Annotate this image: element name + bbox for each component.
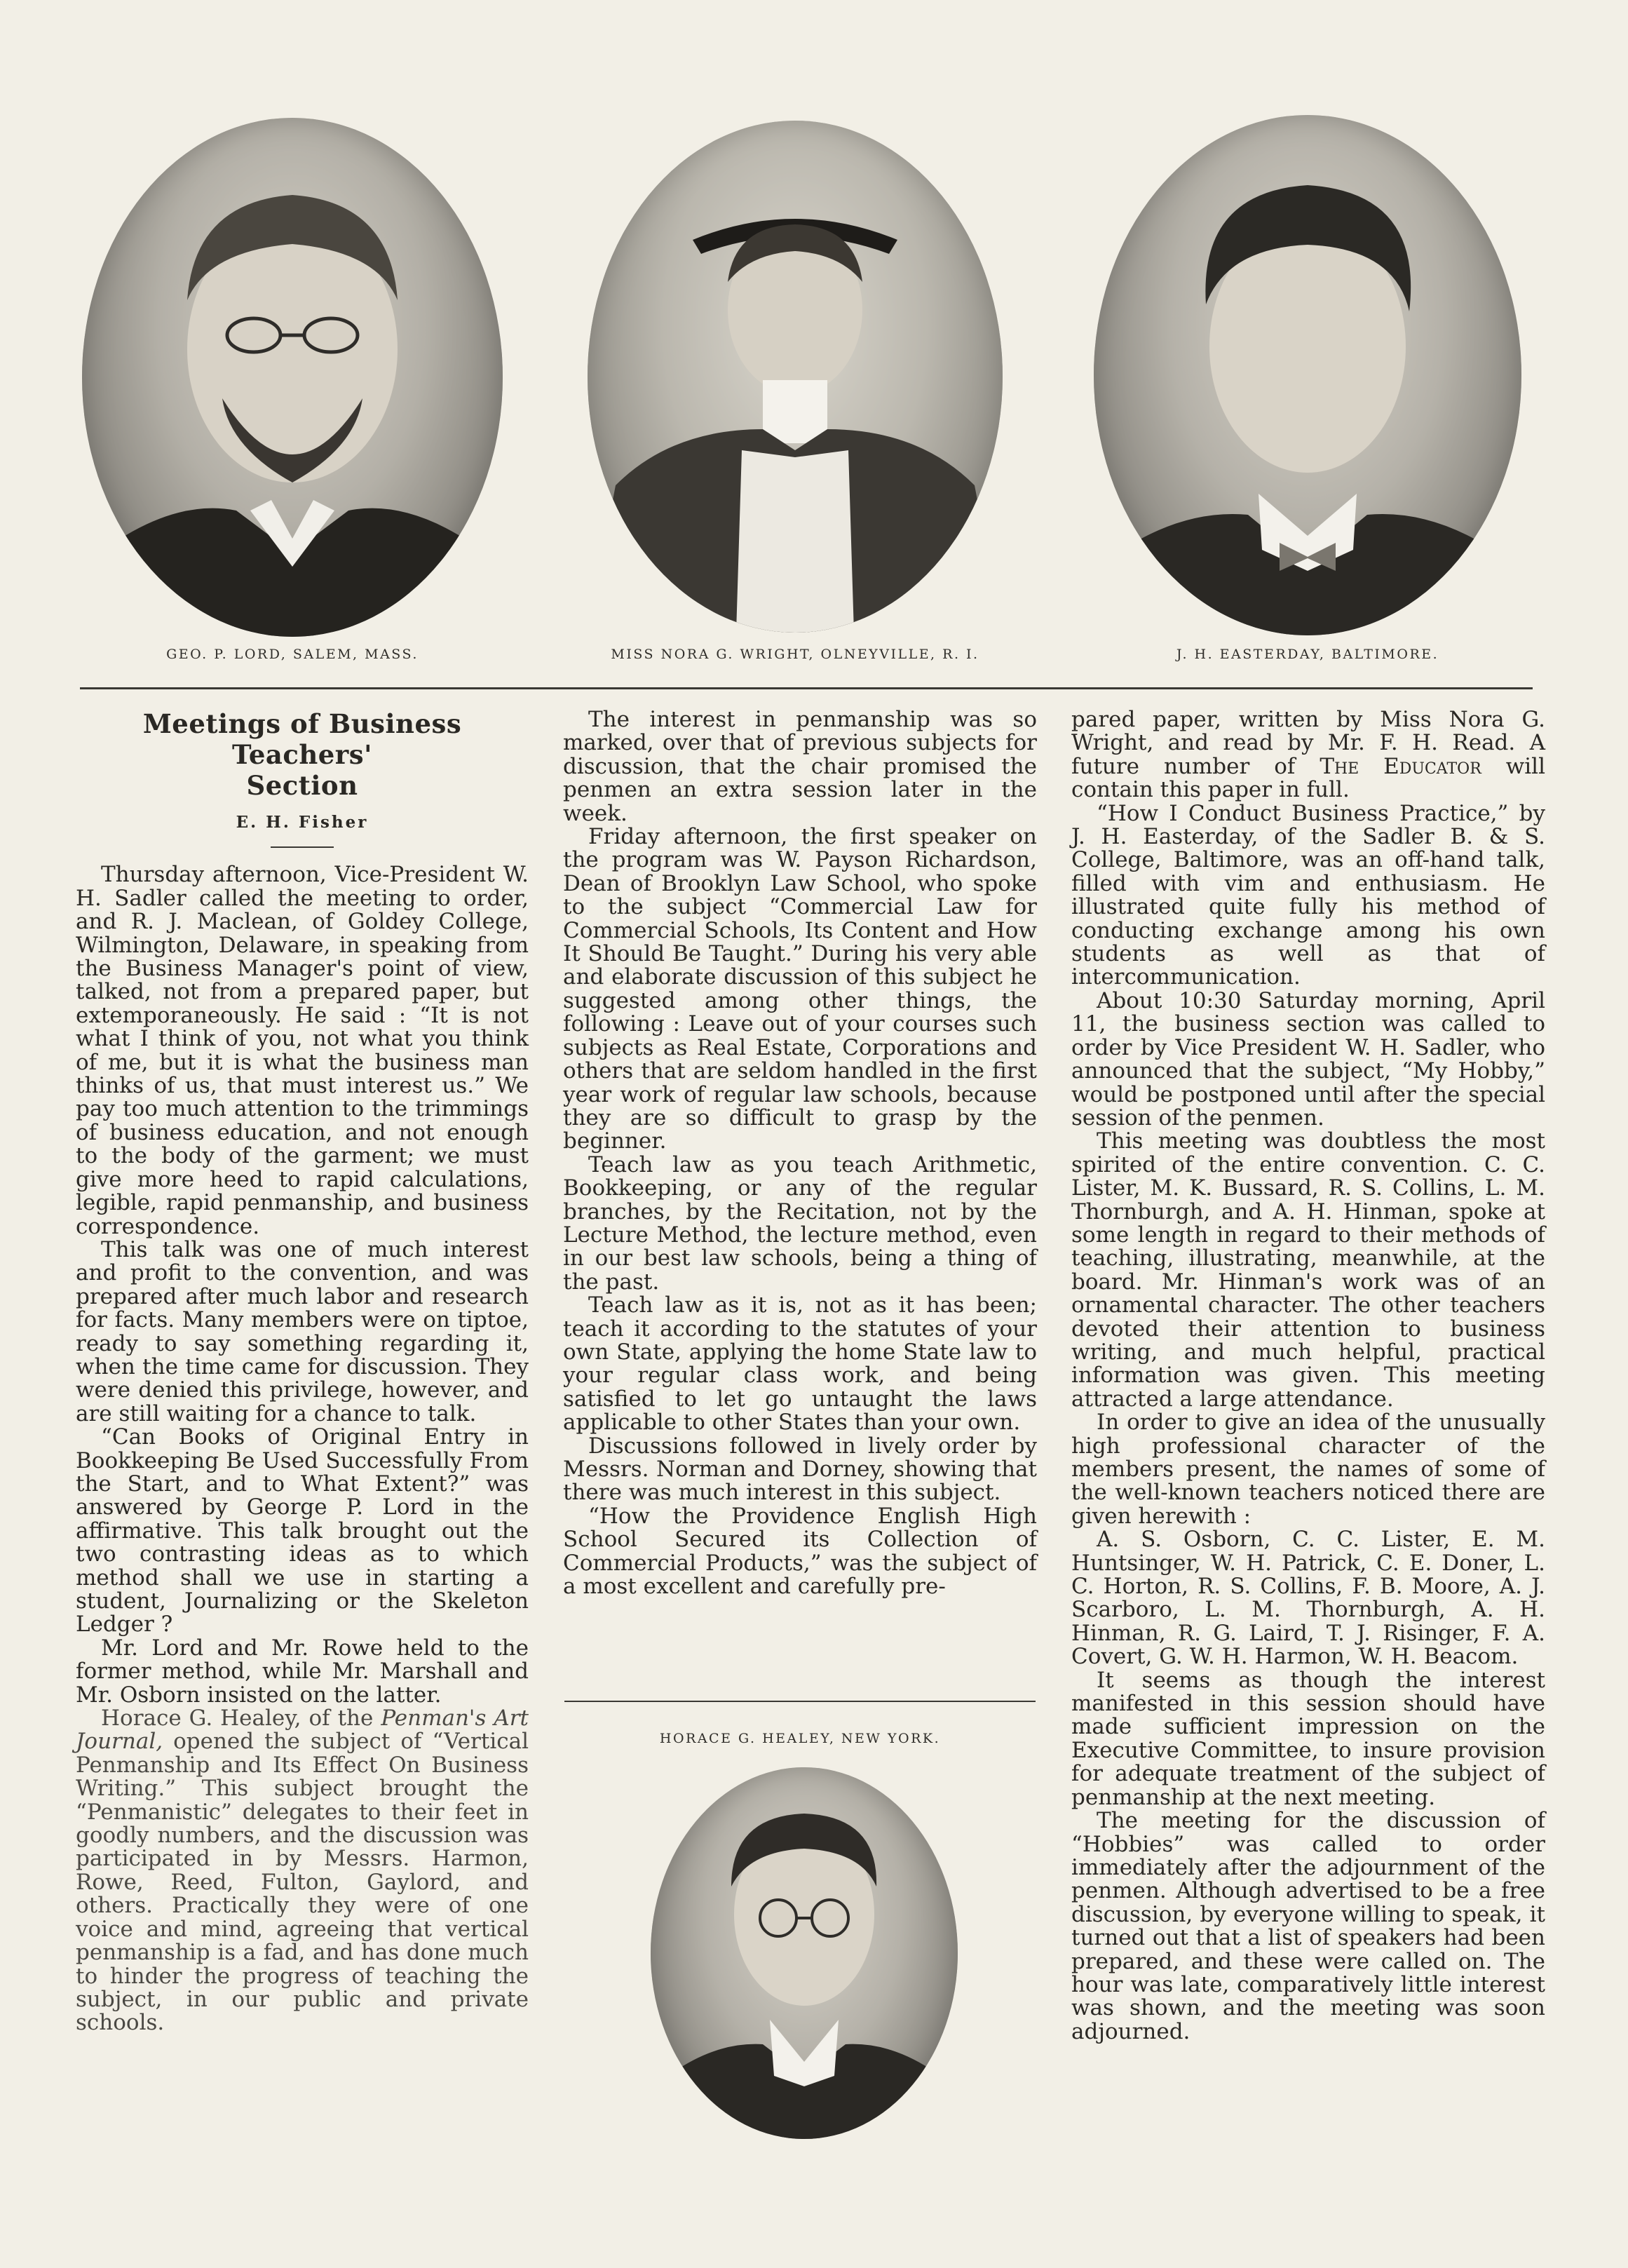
paragraph: This meeting was doubtless the most spirited of the entire convention. C. C. Lister, M. K. Bussard, R. S. Collins, L. M. Thornburgh, and A. H. Hinman, spoke at some length in regard to their methods of teaching, illustrating, meanwhile, at the board. Mr. Hinman's work was of an ornamental character. The other teachers devoted their attention to business writing, and much helpful, practical information was given. This meeting attracted a large attendance. bbox=[1071, 1128, 1545, 1412]
paragraph-text: pared paper, written by Miss Nora G. Wright, and read by Mr. F. H. Read. A future number of bbox=[1071, 707, 1545, 779]
publication-title: The Educator bbox=[1320, 753, 1481, 779]
paragraph: “Can Books of Original Entry in Bookkeeping Be Used Successfully From the Start, and to What Extent?” was answered by George P. Lord in the affirmative. This talk brought out the two contrasting ideas as to which method shall we use in starting a student, Journalizing or the Skeleton Ledger ? bbox=[76, 1424, 529, 1638]
paragraph: It seems as though the interest manifested in this session should have made sufficient impression on the Executive Committee, to insure provision for adequate treatment of the subject of penmanship at the next meeting. bbox=[1071, 1667, 1545, 1810]
byline-rule bbox=[271, 846, 334, 848]
section-divider bbox=[80, 687, 1533, 689]
paragraph bbox=[1071, 708, 1545, 802]
man-portrait-icon bbox=[82, 118, 503, 637]
article-headline bbox=[76, 708, 529, 801]
column-1 bbox=[76, 708, 529, 2035]
paragraph: A. S. Osborn, C. C. Lister, E. M. Huntsinger, W. H. Patrick, C. E. Doner, L. C. Horton, R. S. Collins, F. B. Moore, A. J. Scarboro, L. M. Thornburgh, A. H. Hinman, R. G. Laird, T. J. Risinger, F. A. Covert, G. W. H. Harmon, W. H. Beacom. bbox=[1071, 1527, 1545, 1670]
caption-geo-p-lord: GEO. P. LORD, SALEM, MASS. bbox=[166, 647, 419, 662]
portrait-nora-g-wright bbox=[588, 121, 1003, 633]
paragraph: This talk was one of much interest and profit to the convention, and was prepared after much labor and research for facts. Many members were on tiptoe, ready to say something regarding it, when the time came for discussion. They were denied this privilege, however, and are still waiting for a chance to talk. bbox=[76, 1236, 529, 1426]
portrait-geo-p-lord bbox=[82, 118, 503, 637]
paragraph: “How the Providence English High School Secured its Collection of Commercial Products,” was the subject of a most excellent and carefully pre- bbox=[563, 1503, 1037, 1600]
paragraph: In order to give an idea of the unusually high professional character of the members present, the names of some of the well-known teachers noticed there are given herewith : bbox=[1071, 1410, 1545, 1529]
woman-portrait-icon bbox=[588, 121, 1003, 633]
headline-line-2: Section bbox=[246, 770, 358, 801]
caption-horace-g-healey: HORACE G. HEALEY, NEW YORK. bbox=[659, 1731, 941, 1746]
paragraph: Teach law as it is, not as it has been; teach it according to the statutes of your own State, applying the home State law to your regular class work, and being satisfied to let go untaught the laws applicable to other States than your own. bbox=[563, 1292, 1037, 1436]
caption-j-h-easterday: J. H. EASTERDAY, BALTIMORE. bbox=[1176, 647, 1439, 662]
column-2-divider bbox=[564, 1701, 1036, 1702]
portrait-horace-g-healey bbox=[651, 1767, 958, 2139]
man-portrait-icon bbox=[1094, 115, 1521, 635]
paragraph-text: Horace G. Healey, of the bbox=[101, 1706, 374, 1732]
paragraph: About 10:30 Saturday morning, April 11, the business section was called to order by Vice President W. H. Sadler, who announced that the subject, “My Hobby,” would be postponed until after the special session of the penmen. bbox=[1071, 987, 1545, 1130]
headline-line-1: Meetings of Business Teachers' bbox=[142, 708, 462, 770]
portrait-j-h-easterday bbox=[1094, 115, 1521, 635]
article-byline: E. H. Fisher bbox=[236, 813, 369, 832]
paragraph: Teach law as you teach Arithmetic, Bookkeeping, or any of the regular branches, by the Recitation, not by the Lecture Method, the lecture method, even in our best law schools, being a thing of the past. bbox=[563, 1152, 1037, 1295]
paragraph: Discussions followed in lively order by Messrs. Norman and Dorney, showing that there was much interest in this subject. bbox=[563, 1433, 1037, 1506]
paragraph: Mr. Lord and Mr. Rowe held to the former method, while Mr. Marshall and Mr. Osborn insisted on the latter. bbox=[76, 1635, 529, 1708]
publication-title: Penman's Art Journal, bbox=[76, 1706, 529, 1755]
paragraph: Thursday afternoon, Vice-President W. H. Sadler called the meeting to order, and R. J. Maclean, of Goldey College, Wilmington, Delaware, in speaking from the Business Manager's point of view, talked, not from a prepared paper, but extemporaneously. He said : “It is not what I think of you, not what you think of me, but it is what the business man thinks of us, that must interest us.” We pay too much attention to the trimmings of business education, and not enough to the body of the garment; we must give more heed to rapid calculations, legible, rapid penmanship, and business correspondence. bbox=[76, 862, 529, 1239]
column-2 bbox=[563, 708, 1037, 1598]
paragraph bbox=[76, 1707, 529, 2035]
column-3 bbox=[1071, 708, 1545, 2044]
paragraph: “How I Conduct Business Practice,” by J. H. Easterday, of the Sadler B. & S. College, Baltimore, was an off-hand talk, filled with vim and enthusiasm. He illustrated quite fully his method of conducting exchange among his own students as well as that of intercommunication. bbox=[1071, 800, 1545, 990]
paragraph: The meeting for the discussion of “Hobbies” was called to order immediately after the adjournment of the penmen. Although advertised to be a free discussion, by everyone willing to speak, it turned out that a list of speakers had been prepared, and these were called on. The hour was late, comparatively little interest was shown, and the meeting was soon adjourned. bbox=[1071, 1808, 1545, 2044]
paragraph: The interest in penmanship was so marked, over that of previous subjects for discussion, that the chair promised the penmen an extra session later in the week. bbox=[563, 707, 1037, 826]
paragraph-text: opened the subject of “Vertical Penmanship and Its Effect On Business Writing.” This subject brought the “Penmanistic” delegates to their feet in goodly numbers, and the discussion was participated in by Messrs. Harmon, Rowe, Reed, Fulton, Gaylord, and others. Practically they were of one voice and mind, agreeing that vertical penmanship is a fad, and has done much to hinder the progress of teaching the subject, in our public and private schools. bbox=[76, 1729, 529, 2036]
paragraph: Friday afternoon, the first speaker on the program was W. Payson Richardson, Dean of Brooklyn Law School, who spoke to the subject “Commercial Law for Commercial Schools, Its Content and How It Should Be Taught.” During his very able and elaborate discussion of this subject he suggested among other things, the following : Leave out of your courses such subjects as Real Estate, Corporations and others that are seldom handled in the first year work of regular law schools, because they are so difficult to grasp by the beginner. bbox=[563, 824, 1037, 1154]
paragraph-text: will contain this paper in full. bbox=[1071, 753, 1545, 803]
man-portrait-icon bbox=[651, 1767, 958, 2139]
caption-nora-g-wright: MISS NORA G. WRIGHT, OLNEYVILLE, R. I. bbox=[611, 647, 979, 662]
